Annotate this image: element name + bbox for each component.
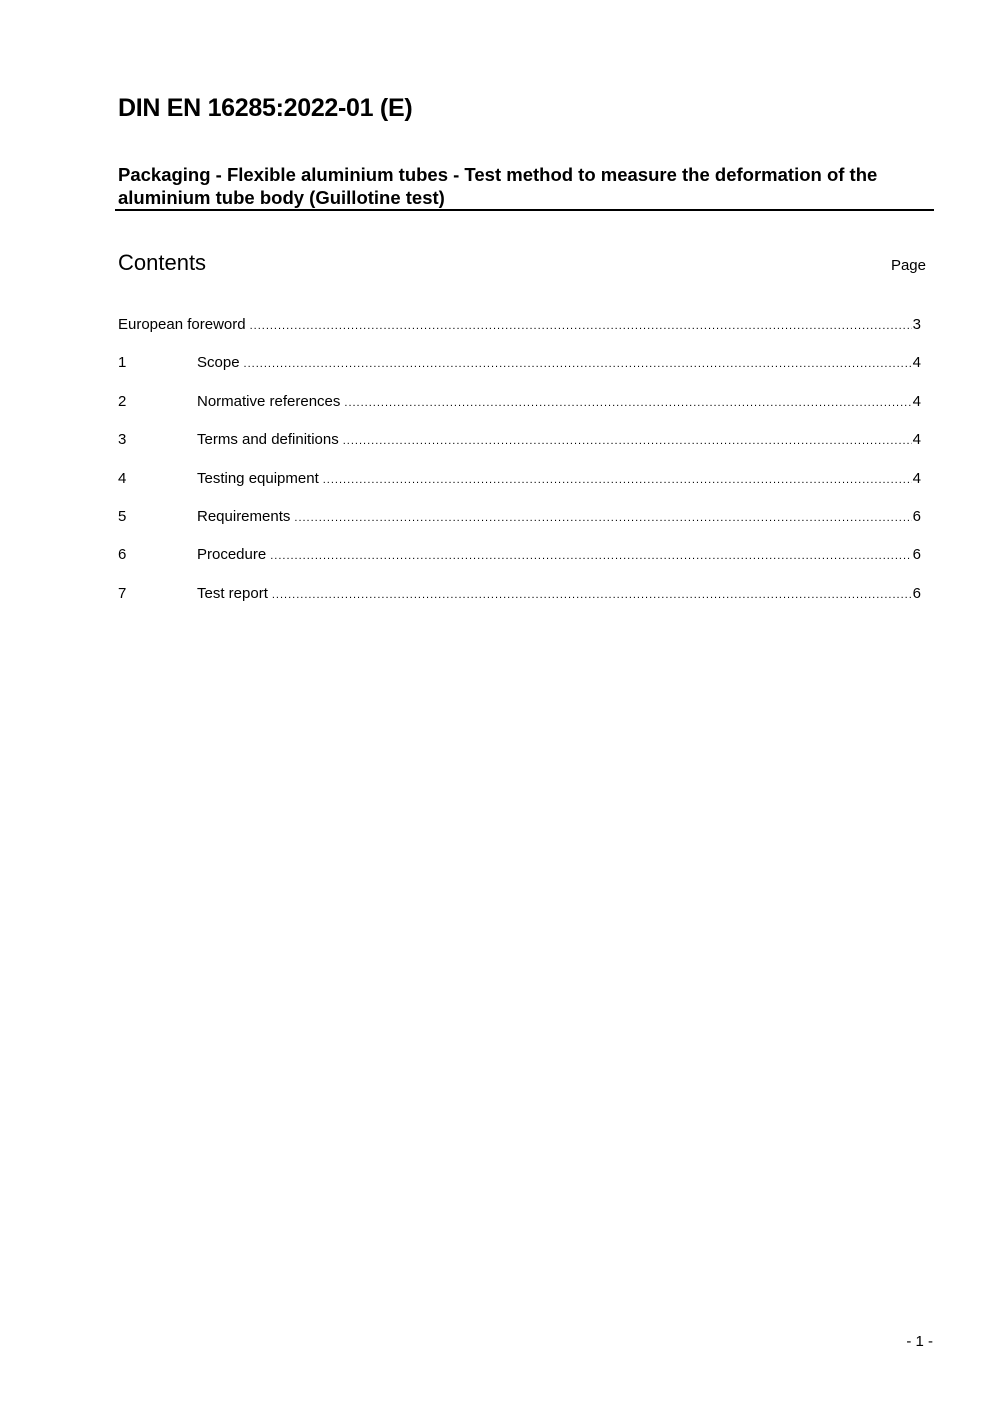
toc-entry-title: Terms and definitions <box>197 431 339 449</box>
toc-entry-number: 1 <box>118 354 127 372</box>
contents-heading: Contents <box>118 250 207 275</box>
toc-entry-test-report[interactable] <box>118 585 921 623</box>
page-number-footer: - 1 - <box>906 1333 933 1350</box>
toc-leader-dots <box>344 397 911 409</box>
toc-entry-title: Test report <box>197 584 268 602</box>
toc-entry-page: 4 <box>912 469 921 487</box>
toc-leader-dots <box>270 550 911 562</box>
toc-entry-title: Normative references <box>197 392 341 410</box>
table-of-contents <box>118 316 921 623</box>
toc-leader-dots <box>294 512 911 524</box>
toc-entry-page: 4 <box>912 354 921 372</box>
toc-leader-dots <box>244 358 912 370</box>
document-title: DIN EN 16285:2022-01 (E) <box>118 94 413 122</box>
toc-entry-title: European foreword <box>118 316 246 333</box>
toc-entry-number: 2 <box>118 392 127 410</box>
toc-entry-page: 6 <box>912 546 921 564</box>
toc-entry-number: 7 <box>118 584 127 602</box>
page-column-label: Page <box>890 257 926 274</box>
toc-entry-terms-and-definitions[interactable] <box>118 431 921 469</box>
toc-entry-number: 4 <box>118 469 127 487</box>
toc-entry-page: 6 <box>912 507 921 525</box>
toc-entry-page: 6 <box>912 584 921 602</box>
toc-leader-dots <box>272 589 912 601</box>
toc-leader-dots <box>250 320 912 332</box>
toc-entry-page: 4 <box>912 431 921 449</box>
toc-entry-testing-equipment[interactable] <box>118 470 921 508</box>
toc-leader-dots <box>343 435 912 447</box>
toc-entry-page: 3 <box>912 316 921 333</box>
title-underline-rule <box>115 209 934 211</box>
document-subtitle: Packaging - Flexible aluminium tubes - Test method to measure the deformation of the aluminium tube body (Guillotine test) <box>118 164 878 208</box>
toc-entry-title: Requirements <box>197 507 291 525</box>
toc-leader-dots <box>323 474 912 486</box>
toc-entry-number: 3 <box>118 431 127 449</box>
toc-entry-page: 4 <box>912 392 921 410</box>
toc-entry-title: Testing equipment <box>197 469 319 487</box>
toc-entry-title: Scope <box>197 354 240 372</box>
toc-entry-number: 5 <box>118 507 127 525</box>
toc-entry-normative-references[interactable] <box>118 393 921 431</box>
toc-entry-number: 6 <box>118 546 127 564</box>
toc-entry-scope[interactable] <box>118 354 921 392</box>
toc-entry-title: Procedure <box>197 546 267 564</box>
toc-entry-procedure[interactable] <box>118 546 921 584</box>
toc-entry-foreword[interactable] <box>118 316 921 354</box>
toc-entry-requirements[interactable] <box>118 508 921 546</box>
